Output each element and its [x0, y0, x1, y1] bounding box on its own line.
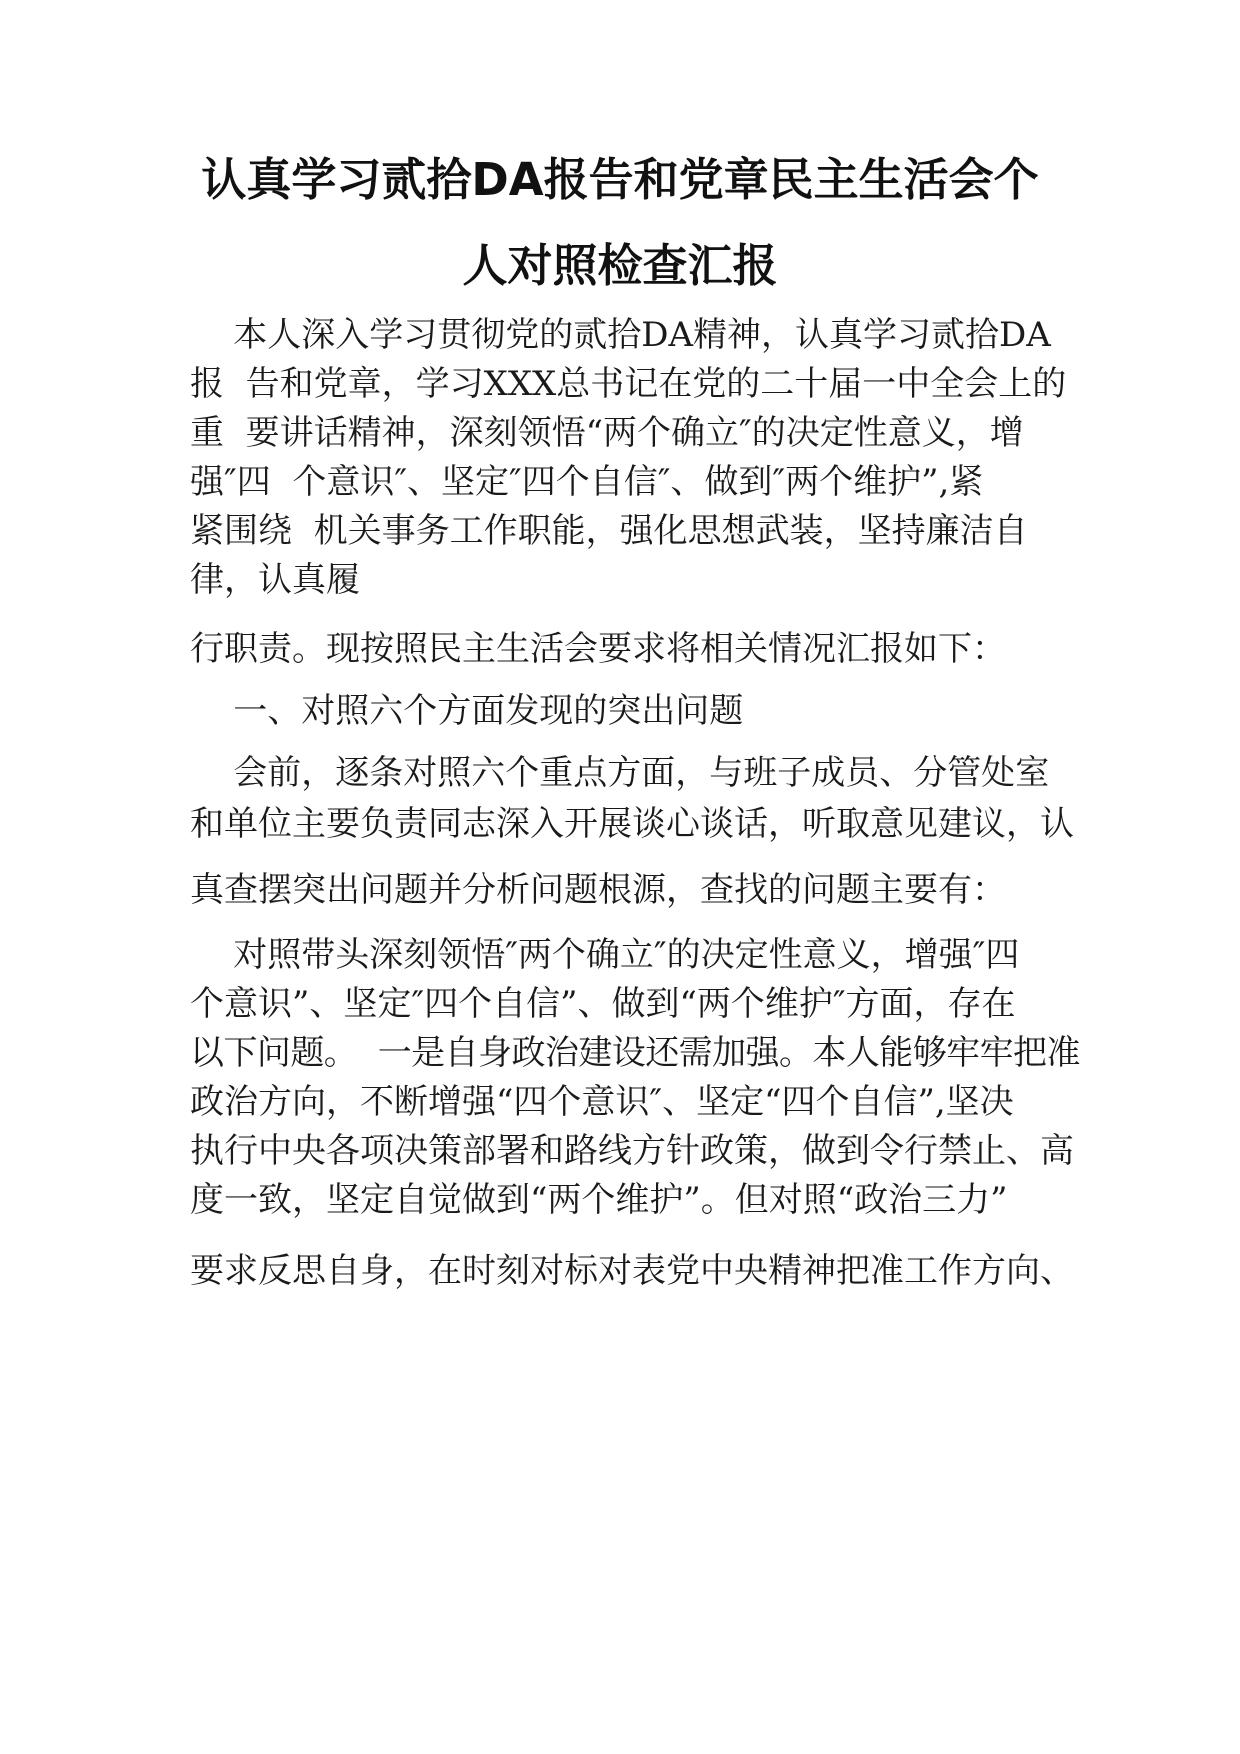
body-line: 行职责。现按照民主生活会要求将相关情况汇报如下： [190, 629, 1006, 669]
section-heading: 一、对照六个方面发现的突出问题 [190, 691, 744, 731]
body-line: 对照带头深刻领悟″两个确立″的决定性意义，增强″四 [190, 935, 1020, 975]
body-line: 重 要讲话精神，深刻领悟“两个确立″的决定性意义，增 [190, 413, 1024, 453]
body-line: 以下问题。 一是自身政治建设还需加强。本人能够牢牢把准 [190, 1033, 1080, 1073]
body-line: 执行中央各项决策部署和路线方针政策，做到令行禁止、高 [190, 1131, 1074, 1171]
body-line: 报 告和党章，学习XXX总书记在党的二十届一中全会上的 [190, 364, 1067, 404]
body-line: 和单位主要负责同志深入开展谈心谈话，听取意见建议，认 [190, 804, 1074, 844]
body-line: 本人深入学习贯彻党的贰拾DA精神，认真学习贰拾DA [190, 315, 1051, 355]
body-line: 强″四 个意识″、坚定″四个自信″、做到″两个维护”,紧 [190, 462, 984, 502]
body-line: 度一致，坚定自觉做到“两个维护”。但对照“政治三力” [190, 1180, 1008, 1220]
body-line: 紧围绕 机关事务工作职能，强化思想武装，坚持廉洁自 [190, 511, 1028, 551]
body-line: 个意识”、坚定″四个自信”、做到“两个维护″方面，存在 [190, 984, 1016, 1024]
body-line: 律，认真履 [190, 560, 360, 600]
body-line: 会前，逐条对照六个重点方面，与班子成员、分管处室 [190, 753, 1050, 793]
body-line: 政治方向，不断增强“四个意识″、坚定“四个自信”,坚决 [190, 1082, 1014, 1122]
body-line: 真查摆突出问题并分析问题根源，查找的问题主要有： [190, 870, 1006, 910]
document-title-line-1: 认真学习贰拾DA报告和党章民主生活会个 [201, 153, 1039, 206]
document-title-line-2: 人对照检查汇报 [462, 239, 778, 292]
body-line: 要求反思自身，在时刻对标对表党中央精神把准工作方向、 [190, 1251, 1074, 1291]
